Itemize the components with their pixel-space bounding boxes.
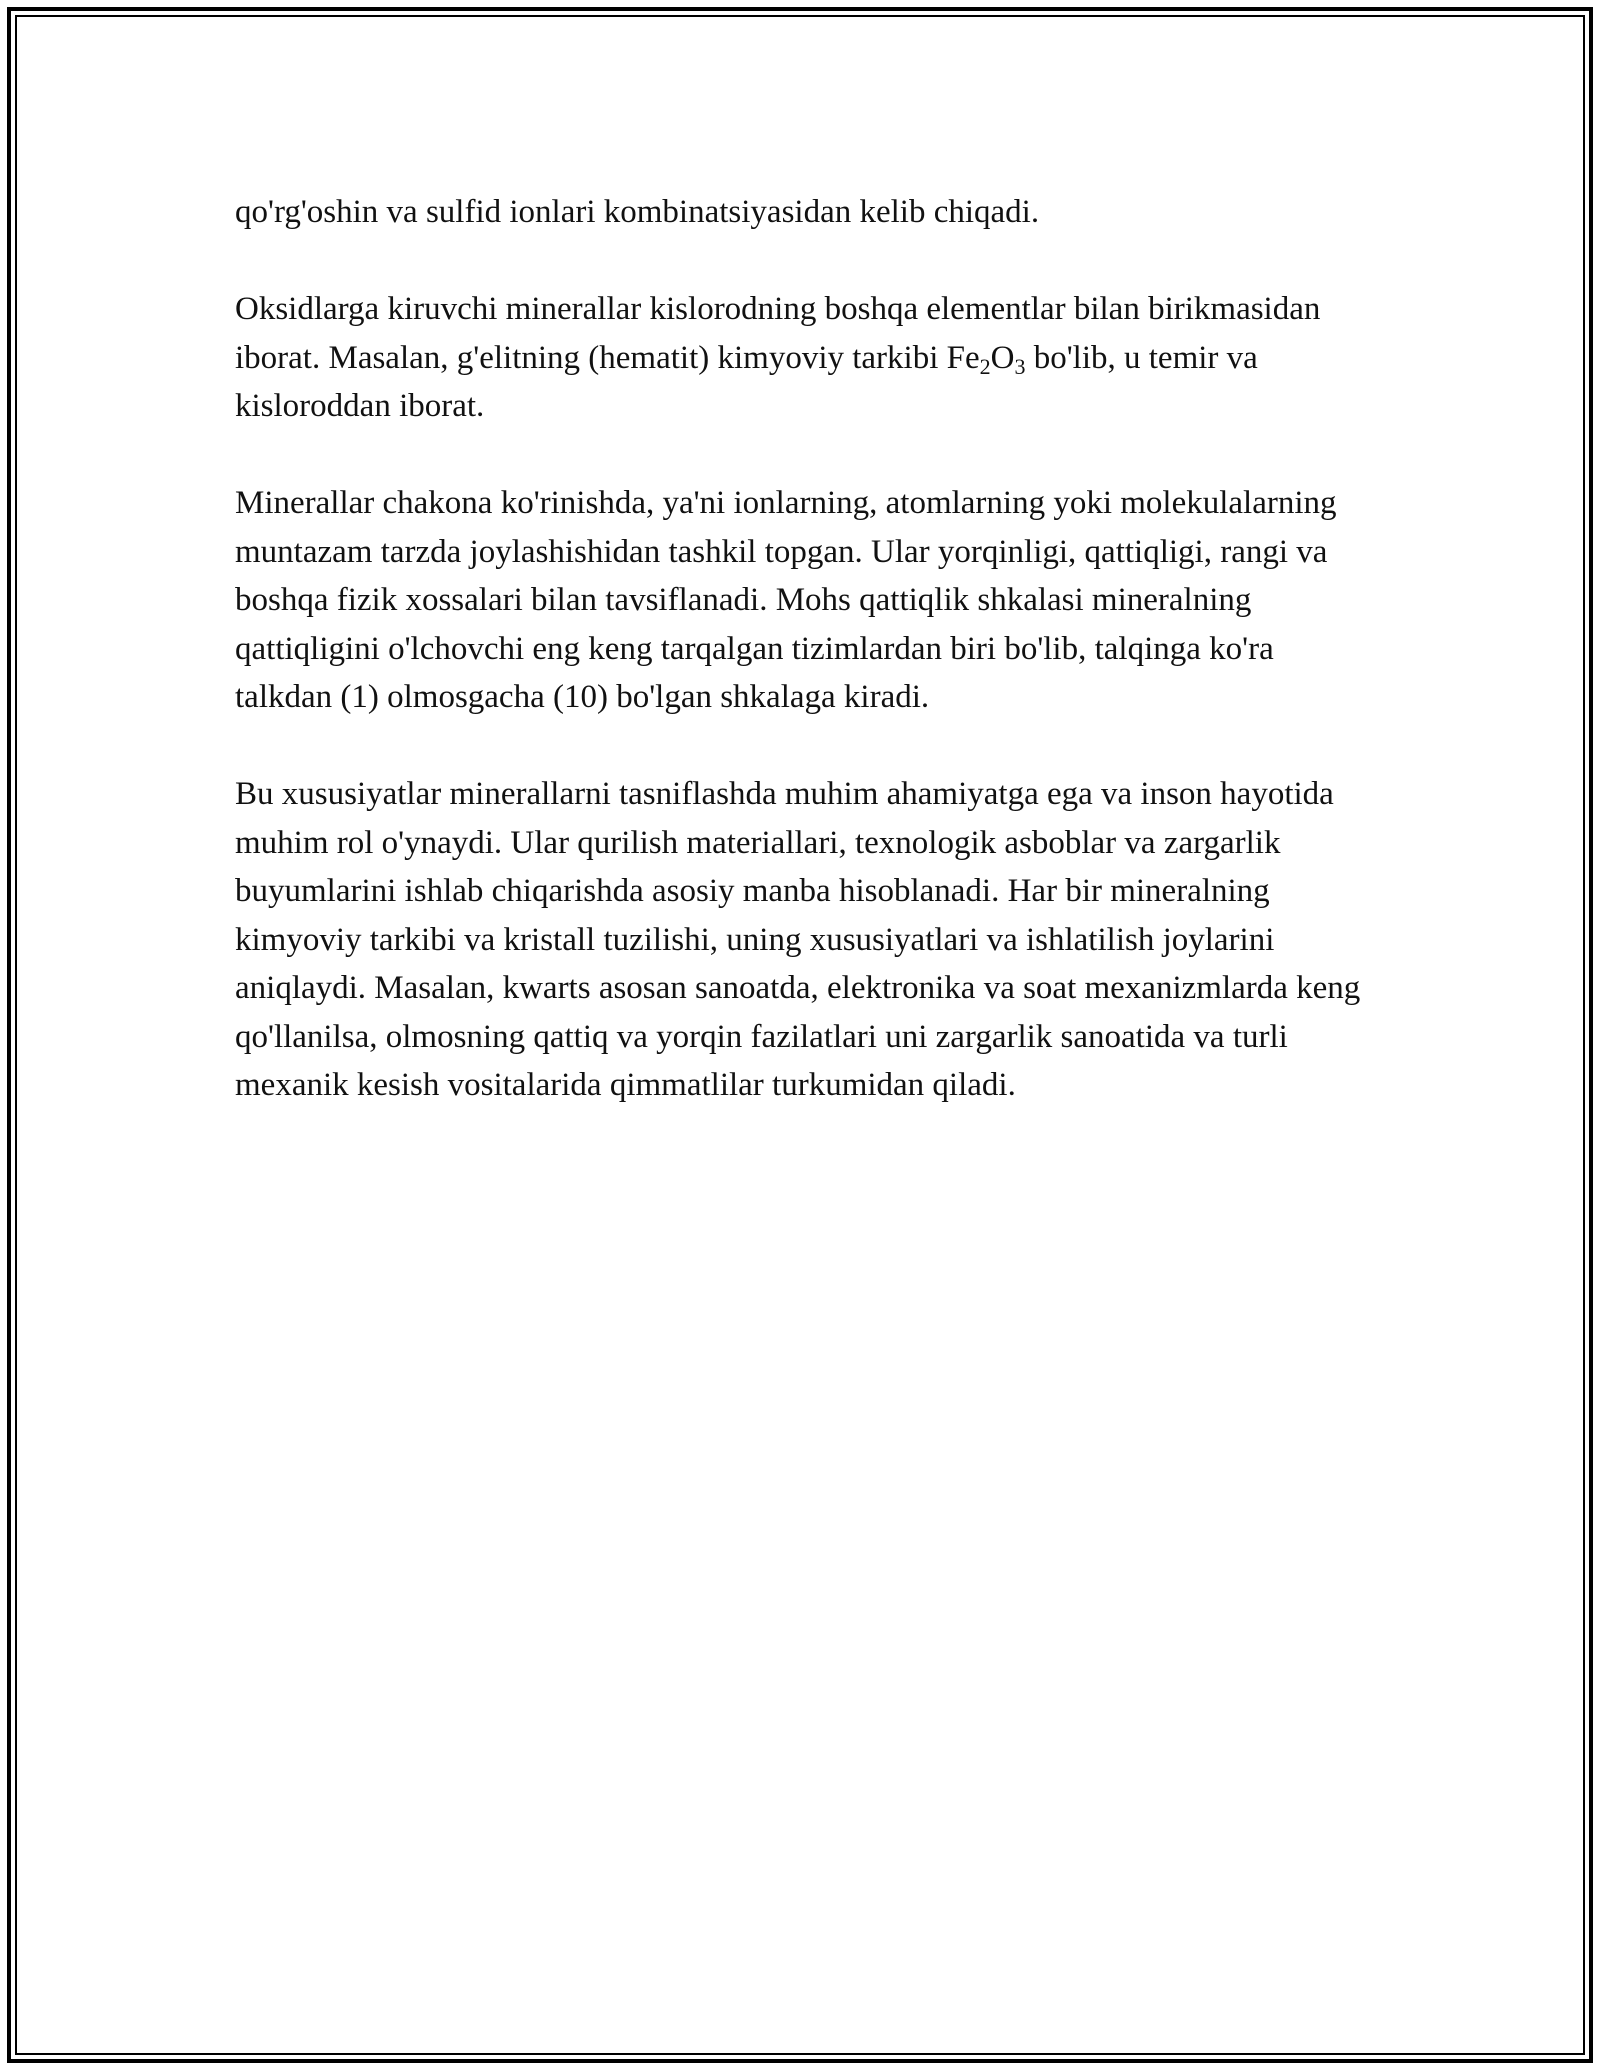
paragraph-3: Minerallar chakona ko'rinishda, ya'ni ionlarning, atomlarning yoki molekulalarning muntazam tarzda joylashishidan tashkil topgan. Ular yorqinligi, qattiqligi, rangi va boshqa fizik xossalari bilan tavsiflanadi. Mohs qattiqlik shkalasi mineralning qattiqligini o'lchovchi eng keng tarqalgan tizimlardan biri bo'lib, talqinga ko'ra talkdan (1) olmosgacha (10) bo'lgan shkalaga kiradi. — [235, 485, 1337, 715]
formula-element-oxygen: O — [990, 339, 1015, 376]
paragraph-2 — [235, 285, 1375, 431]
paragraph-2-text-after: bo'lib, u temir va kisloroddan iborat. — [235, 339, 1258, 424]
formula-subscript-iron: 2 — [979, 353, 991, 379]
formula-subscript-oxygen: 3 — [1014, 353, 1026, 379]
paragraph-1: qo'rg'oshin va sulfid ionlari kombinatsiyasidan kelib chiqadi. — [235, 194, 1040, 230]
formula-element-iron: Fe — [946, 339, 980, 376]
document-body — [235, 188, 1375, 1158]
paragraph-4: Bu xususiyatlar minerallarni tasniflashda muhim ahamiyatga ega va inson hayotida muhim rol o'ynaydi. Ular qurilish materiallari, texnologik asboblar va zargarlik buyumlarini ishlab chiqarishda asosiy manba hisoblanadi. Har bir mineralning kimyoviy tarkibi va kristall tuzilishi, uning xususiyatlari va ishlatilish joylarini aniqlaydi. Masalan, kwarts asosan sanoatda, elektronika va soat mexanizmlarda keng qo'llanilsa, olmosning qattiq va yorqin fazilatlari uni zargarlik sanoatida va turli mexanik kesish vositalarida qimmatlilar turkumidan qiladi. — [235, 776, 1361, 1103]
paragraph-2-text-before: Oksidlarga kiruvchi minerallar kislorodning boshqa elementlar bilan birikmasidan iborat. Masalan, g'elitning (hematit) kimyoviy tarkibi — [235, 291, 1321, 376]
chemical-formula — [946, 339, 1026, 379]
